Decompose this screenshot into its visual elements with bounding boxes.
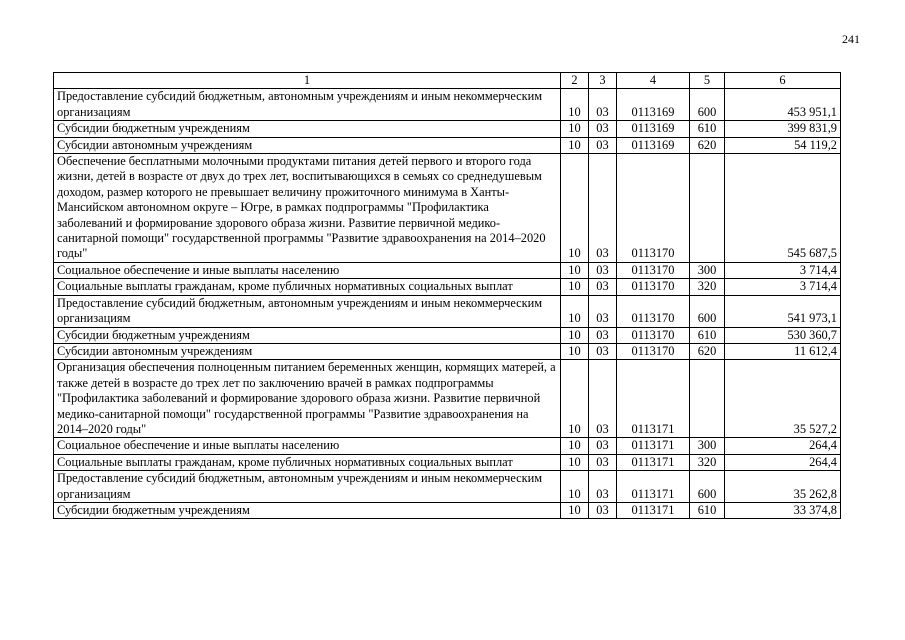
row-target-article: 0113170 [617, 262, 690, 278]
row-description: Субсидии бюджетным учреждениям [54, 327, 561, 343]
row-description: Субсидии автономным учреждениям [54, 343, 561, 359]
row-expense-type [690, 154, 725, 263]
row-subsection: 03 [589, 502, 617, 518]
row-section: 10 [561, 327, 589, 343]
row-expense-type: 600 [690, 295, 725, 327]
header-cell-3: 3 [589, 73, 617, 89]
row-target-article: 0113171 [617, 454, 690, 470]
row-subsection: 03 [589, 295, 617, 327]
row-expense-type: 300 [690, 262, 725, 278]
table-row [54, 360, 841, 438]
row-section: 10 [561, 454, 589, 470]
row-amount: 35 262,8 [725, 471, 841, 503]
table-row [54, 327, 841, 343]
row-amount: 11 612,4 [725, 343, 841, 359]
table-row [54, 154, 841, 263]
row-target-article: 0113171 [617, 438, 690, 454]
header-cell-4: 4 [617, 73, 690, 89]
budget-table [53, 72, 841, 519]
row-subsection: 03 [589, 121, 617, 137]
row-section: 10 [561, 360, 589, 438]
row-amount: 399 831,9 [725, 121, 841, 137]
table-row [54, 121, 841, 137]
row-target-article: 0113170 [617, 295, 690, 327]
row-target-article: 0113170 [617, 154, 690, 263]
row-expense-type: 600 [690, 471, 725, 503]
row-subsection: 03 [589, 279, 617, 295]
row-section: 10 [561, 137, 589, 153]
table-row [54, 454, 841, 470]
table-row [54, 279, 841, 295]
row-expense-type: 610 [690, 327, 725, 343]
table-row [54, 502, 841, 518]
row-subsection: 03 [589, 438, 617, 454]
row-amount: 453 951,1 [725, 89, 841, 121]
row-amount: 264,4 [725, 454, 841, 470]
row-description: Социальные выплаты гражданам, кроме публичных нормативных социальных выплат [54, 279, 561, 295]
row-target-article: 0113171 [617, 360, 690, 438]
row-target-article: 0113170 [617, 343, 690, 359]
row-target-article: 0113170 [617, 327, 690, 343]
table-row [54, 438, 841, 454]
table-row [54, 343, 841, 359]
row-amount: 54 119,2 [725, 137, 841, 153]
row-expense-type: 600 [690, 89, 725, 121]
row-subsection: 03 [589, 137, 617, 153]
table-row [54, 471, 841, 503]
row-subsection: 03 [589, 454, 617, 470]
row-subsection: 03 [589, 262, 617, 278]
row-subsection: 03 [589, 471, 617, 503]
row-section: 10 [561, 89, 589, 121]
table-row [54, 137, 841, 153]
row-expense-type: 620 [690, 137, 725, 153]
row-target-article: 0113169 [617, 121, 690, 137]
row-section: 10 [561, 121, 589, 137]
row-description: Субсидии бюджетным учреждениям [54, 502, 561, 518]
row-amount: 3 714,4 [725, 279, 841, 295]
row-subsection: 03 [589, 89, 617, 121]
row-section: 10 [561, 279, 589, 295]
row-description: Предоставление субсидий бюджетным, автономным учреждениям и иным некоммерческим организациям [54, 471, 561, 503]
row-amount: 33 374,8 [725, 502, 841, 518]
header-cell-1: 1 [54, 73, 561, 89]
row-expense-type: 610 [690, 121, 725, 137]
row-amount: 530 360,7 [725, 327, 841, 343]
row-section: 10 [561, 262, 589, 278]
row-description: Социальные выплаты гражданам, кроме публичных нормативных социальных выплат [54, 454, 561, 470]
row-target-article: 0113169 [617, 89, 690, 121]
row-subsection: 03 [589, 343, 617, 359]
row-amount: 35 527,2 [725, 360, 841, 438]
row-target-article: 0113171 [617, 502, 690, 518]
row-target-article: 0113170 [617, 279, 690, 295]
row-description: Предоставление субсидий бюджетным, автономным учреждениям и иным некоммерческим организациям [54, 89, 561, 121]
row-expense-type: 620 [690, 343, 725, 359]
row-section: 10 [561, 502, 589, 518]
table-row [54, 89, 841, 121]
row-amount: 545 687,5 [725, 154, 841, 263]
row-subsection: 03 [589, 154, 617, 263]
row-expense-type: 320 [690, 279, 725, 295]
row-description: Социальное обеспечение и иные выплаты населению [54, 262, 561, 278]
header-cell-6: 6 [725, 73, 841, 89]
row-section: 10 [561, 471, 589, 503]
row-section: 10 [561, 438, 589, 454]
table-header-row [54, 73, 841, 89]
row-expense-type: 610 [690, 502, 725, 518]
table-row [54, 262, 841, 278]
row-target-article: 0113169 [617, 137, 690, 153]
row-expense-type: 300 [690, 438, 725, 454]
row-description: Субсидии бюджетным учреждениям [54, 121, 561, 137]
row-description: Организация обеспечения полноценным питанием беременных женщин, кормящих матерей, а также детей в возрасте до трех лет по заключению врачей в рамках подпрограммы "Профилактика заболеваний и формирование здорового образа жизни. Развитие первичной медико-санитарной помощи" государственной программы "Развитие здравоохранения на 2014–2020 годы" [54, 360, 561, 438]
page-number: 241 [842, 32, 860, 46]
row-amount: 264,4 [725, 438, 841, 454]
row-subsection: 03 [589, 327, 617, 343]
row-description: Социальное обеспечение и иные выплаты населению [54, 438, 561, 454]
row-description: Субсидии автономным учреждениям [54, 137, 561, 153]
table-row [54, 295, 841, 327]
row-expense-type [690, 360, 725, 438]
row-description: Обеспечение бесплатными молочными продуктами питания детей первого и второго года жизни, детей в возрасте от двух до трех лет, воспитывающихся в семьях со среднедушевым доходом, размер которого не превышает величину прожиточного минимума в Ханты-Мансийском автономном округе – Югре, в рамках подпрограммы "Профилактика заболеваний и формирование здорового образа жизни. Развитие первичной медико-санитарной помощи" государственной программы "Развитие здравоохранения на 2014–2020 годы" [54, 154, 561, 263]
row-amount: 3 714,4 [725, 262, 841, 278]
row-section: 10 [561, 154, 589, 263]
header-cell-5: 5 [690, 73, 725, 89]
header-cell-2: 2 [561, 73, 589, 89]
row-expense-type: 320 [690, 454, 725, 470]
row-amount: 541 973,1 [725, 295, 841, 327]
row-target-article: 0113171 [617, 471, 690, 503]
row-subsection: 03 [589, 360, 617, 438]
row-section: 10 [561, 343, 589, 359]
row-section: 10 [561, 295, 589, 327]
row-description: Предоставление субсидий бюджетным, автономным учреждениям и иным некоммерческим организациям [54, 295, 561, 327]
